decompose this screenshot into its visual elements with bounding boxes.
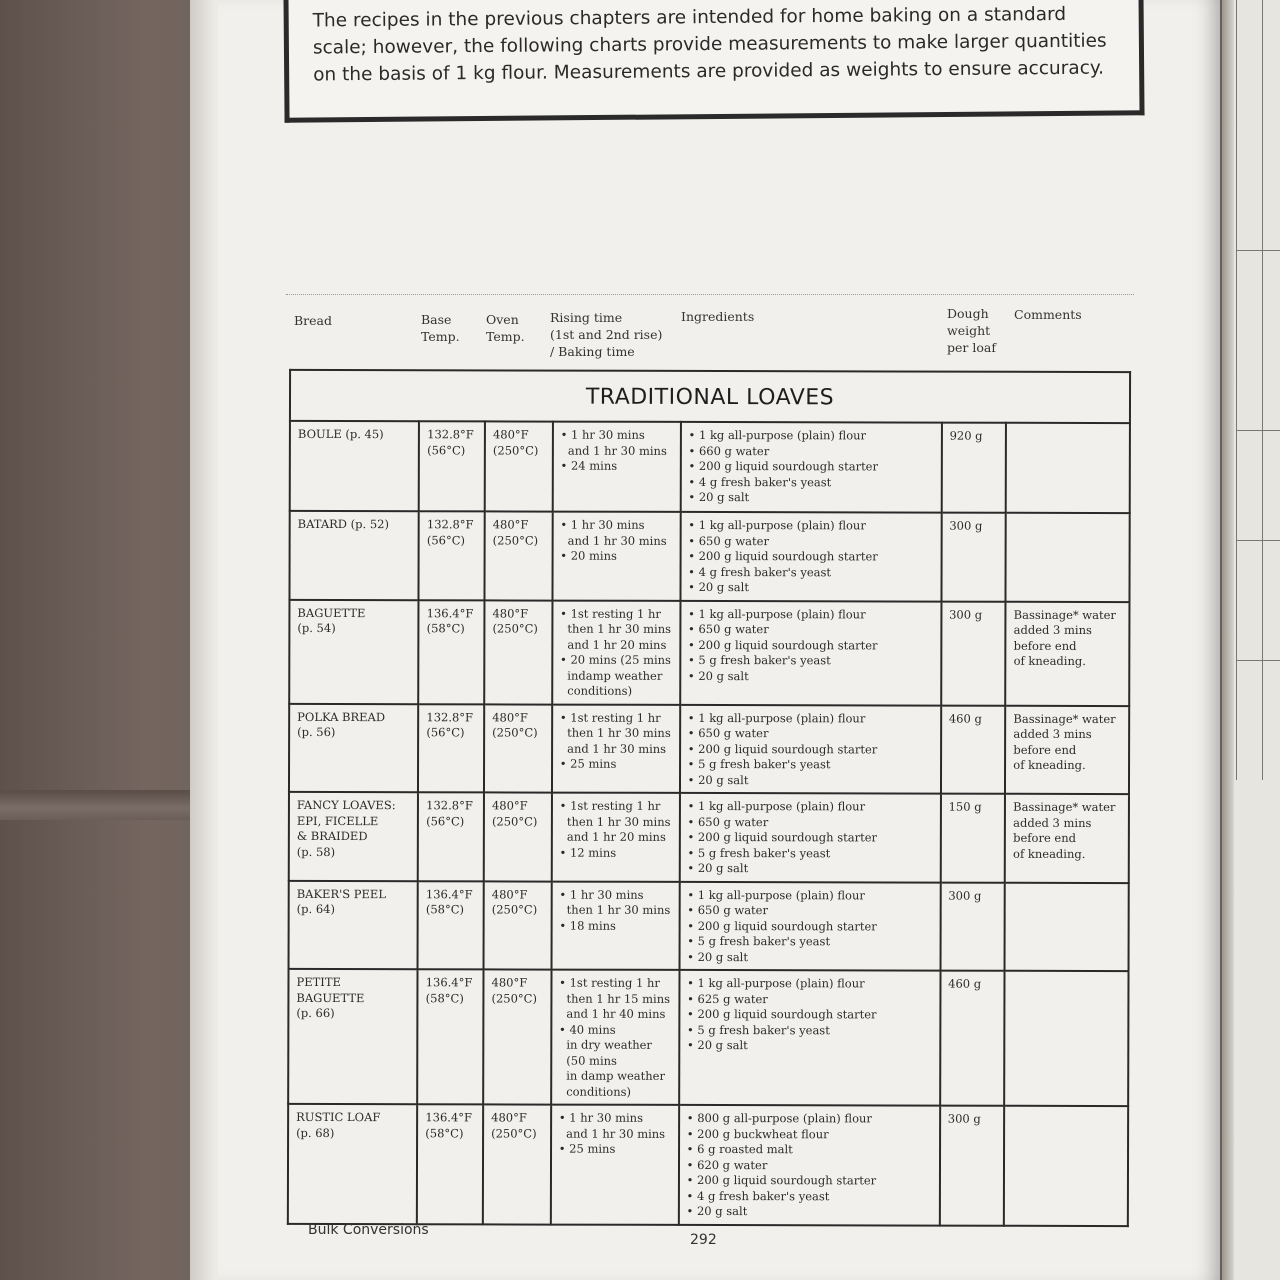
cell-line: of kneading. xyxy=(1013,757,1086,772)
cell-line: • 20 g salt xyxy=(686,1037,748,1053)
cell-line: • 4 g fresh baker's yeast xyxy=(688,474,832,489)
cell-line: • 5 g fresh baker's yeast xyxy=(687,756,831,772)
cell-line: • 200 g liquid sourdough starter xyxy=(688,548,878,564)
cell-line: POLKA BREAD xyxy=(297,709,386,724)
intro-line: scale; however, the following charts provide measurements to make larger quantities xyxy=(312,30,1107,59)
cell-line: (250°C) xyxy=(491,990,537,1006)
base-temp-cell xyxy=(419,421,485,511)
column-header-ingredients: Ingredients xyxy=(681,309,755,324)
cell-line: 136.4°F xyxy=(426,605,474,620)
oven-temp-cell xyxy=(484,704,552,793)
cell-line: of kneading. xyxy=(1013,846,1086,861)
cell-line: • 800 g all-purpose (plain) flour xyxy=(686,1110,872,1126)
base-temp-cell xyxy=(418,792,484,881)
rising-time-cell xyxy=(551,970,679,1105)
cell-line: • 20 g salt xyxy=(687,949,749,964)
cell-line: • 25 mins xyxy=(559,756,617,771)
cell-line: (250°C) xyxy=(492,532,539,548)
cell-line: FANCY LOAVES: xyxy=(296,797,396,813)
cell-line: • 650 g water xyxy=(688,621,769,637)
cell-line: (56°C) xyxy=(426,725,465,740)
bread-name-cell xyxy=(289,880,418,969)
cell-line: (250°C) xyxy=(491,813,538,829)
ingredients-cell xyxy=(680,600,941,705)
cell-line: 132.8°F xyxy=(426,517,474,532)
cell-line: 132.8°F xyxy=(426,798,473,813)
cell-line: conditions) xyxy=(559,683,633,698)
cell-line: • 650 g water xyxy=(687,814,769,829)
cell-line: (250°C) xyxy=(492,442,539,458)
cell-line: • 18 mins xyxy=(559,918,616,933)
cell-line: • 6 g roasted malt xyxy=(686,1141,793,1157)
cell-line: • 40 mins xyxy=(559,1022,616,1037)
table-row xyxy=(289,792,1129,883)
cell-line: 300 g xyxy=(949,607,983,622)
cell-line: • 1 kg all-purpose (plain) flour xyxy=(687,798,866,814)
table-row xyxy=(289,880,1129,971)
cell-line: • 1 kg all-purpose (plain) flour xyxy=(688,517,866,533)
table-row xyxy=(289,599,1129,705)
cell-line: 480°F xyxy=(492,709,528,725)
cell-line: RUSTIC LOAF xyxy=(296,1109,381,1125)
column-header-comments: Comments xyxy=(1014,307,1082,322)
cell-line: 480°F xyxy=(492,605,529,621)
cell-line: 480°F xyxy=(491,886,528,902)
column-header-dough-weight: Dough weight per loaf xyxy=(947,306,996,355)
oven-temp-cell xyxy=(485,421,553,511)
cell-line: • 4 g fresh baker's yeast xyxy=(686,1188,830,1203)
page-number: 292 xyxy=(690,1232,717,1248)
cell-line: BAGUETTE xyxy=(296,990,365,1005)
cell-line: 920 g xyxy=(949,428,983,443)
facing-table-line xyxy=(1236,0,1237,780)
ingredients-cell xyxy=(680,512,941,601)
cell-line: • 25 mins xyxy=(558,1141,616,1156)
cell-line: • 5 g fresh baker's yeast xyxy=(687,652,831,668)
dough-weight-cell xyxy=(941,513,1006,602)
cell-line: before end xyxy=(1013,638,1077,653)
cell-line: 300 g xyxy=(947,1111,981,1126)
cell-line: and 1 hr 20 mins xyxy=(560,637,667,652)
cell-line: • 1 hr 30 mins xyxy=(560,517,645,532)
intro-text xyxy=(313,0,1124,88)
cell-line: • 200 g liquid sourdough starter xyxy=(688,458,879,474)
cell-line: then 1 hr 30 mins xyxy=(559,725,671,740)
dough-weight-cell xyxy=(940,882,1005,971)
cell-line: Bassinage* water xyxy=(1013,711,1116,726)
cell-line: (58°C) xyxy=(426,621,465,636)
cell-line: 460 g xyxy=(948,976,982,991)
cell-line: • 20 mins xyxy=(560,548,617,563)
cell-line: (250°C) xyxy=(491,902,538,917)
facing-table-line xyxy=(1262,0,1263,780)
cell-line: conditions) xyxy=(558,1084,632,1099)
oven-temp-cell xyxy=(484,881,552,970)
dough-weight-cell xyxy=(941,705,1006,794)
base-temp-cell xyxy=(418,881,484,970)
base-temp-cell xyxy=(418,600,484,704)
cell-line: • 660 g water xyxy=(688,443,770,458)
base-temp-cell xyxy=(418,704,484,793)
table-row xyxy=(289,511,1129,602)
cell-line: and 1 hr 20 mins xyxy=(559,829,666,844)
dotted-rule xyxy=(286,294,1134,295)
cell-line: and 1 hr 30 mins xyxy=(560,443,667,458)
cell-line: 136.4°F xyxy=(425,886,473,901)
cell-line: • 650 g water xyxy=(687,725,769,741)
cell-line: • 650 g water xyxy=(687,902,769,918)
cell-line: 480°F xyxy=(491,1110,527,1125)
cell-line: 480°F xyxy=(491,798,528,813)
cell-line: (p. 54) xyxy=(297,620,336,636)
rising-time-cell xyxy=(551,1105,679,1225)
cell-line: • 20 g salt xyxy=(687,668,749,683)
cell-line: • 1 kg all-purpose (plain) flour xyxy=(688,427,867,443)
bread-name-cell xyxy=(289,703,418,792)
rising-time-cell xyxy=(551,881,679,970)
cell-line: then 1 hr 30 mins xyxy=(560,621,672,636)
cell-line: before end xyxy=(1013,742,1077,757)
ingredients-cell xyxy=(680,422,941,513)
cell-line: (p. 56) xyxy=(297,724,336,740)
cell-line: • 1st resting 1 hr xyxy=(559,975,660,990)
intro-line: on the basis of 1 kg flour. Measurements are provided as weights to ensure accuracy. xyxy=(313,57,1105,86)
cell-line: (58°C) xyxy=(425,990,464,1005)
cell-line: BOULE (p. 45) xyxy=(297,426,384,442)
cell-line: (250°C) xyxy=(492,725,538,740)
bread-name-cell xyxy=(288,969,418,1104)
cell-line: • 5 g fresh baker's yeast xyxy=(687,845,831,860)
cell-line: 480°F xyxy=(492,517,529,532)
cell-line: • 4 g fresh baker's yeast xyxy=(688,564,832,579)
cell-line: • 20 g salt xyxy=(687,772,749,787)
table-row xyxy=(289,703,1129,794)
cell-line: 460 g xyxy=(948,711,982,726)
cell-line: in damp weather xyxy=(558,1068,665,1083)
oven-temp-cell xyxy=(484,600,552,704)
oven-temp-cell xyxy=(484,792,552,881)
cell-line: (250°C) xyxy=(491,1125,537,1141)
cell-line: added 3 mins xyxy=(1013,726,1092,742)
cell-line: • 1 hr 30 mins xyxy=(559,887,644,902)
ingredients-cell xyxy=(680,704,941,793)
base-temp-cell xyxy=(419,511,485,600)
cell-line: of kneading. xyxy=(1013,653,1086,668)
cell-line: added 3 mins xyxy=(1013,622,1092,638)
cell-line: • 200 g liquid sourdough starter xyxy=(687,829,878,845)
bread-name-cell xyxy=(289,599,418,703)
cell-line: (58°C) xyxy=(425,902,465,917)
dough-weight-cell xyxy=(941,423,1006,513)
rising-time-cell xyxy=(552,600,680,704)
cell-line: 132.8°F xyxy=(427,427,474,442)
base-temp-cell xyxy=(417,1104,483,1224)
cell-line: • 20 g salt xyxy=(687,860,749,876)
cell-line: (56°C) xyxy=(426,813,465,828)
cell-line: EPI, FICELLE xyxy=(296,813,379,828)
rising-time-cell xyxy=(552,704,680,793)
cell-line: then 1 hr 30 mins xyxy=(559,902,671,917)
cell-line: (p. 58) xyxy=(296,844,336,859)
footer-section-title: Bulk Conversions xyxy=(308,1222,429,1238)
cell-line: • 200 g liquid sourdough starter xyxy=(687,741,878,756)
cell-line: PETITE xyxy=(296,974,341,990)
bread-name-cell xyxy=(289,511,418,600)
ingredients-cell xyxy=(679,970,940,1106)
comments-cell xyxy=(1005,882,1129,971)
column-header-oven-temp: Oven Temp. xyxy=(486,312,525,344)
cell-line: • 200 g liquid sourdough starter xyxy=(687,918,877,933)
cell-line: • 200 g buckwheat flour xyxy=(686,1126,829,1141)
rising-time-cell xyxy=(552,512,680,601)
bread-name-cell xyxy=(289,792,418,881)
cell-line: (p. 66) xyxy=(296,1005,335,1021)
bread-name-cell xyxy=(290,421,419,511)
cell-line: • 1st resting 1 hr xyxy=(559,798,661,813)
cell-line: and 1 hr 40 mins xyxy=(559,1006,666,1021)
cell-line: • 1 hr 30 mins xyxy=(558,1110,644,1125)
cell-line: 300 g xyxy=(948,888,982,903)
cell-line: (p. 68) xyxy=(296,1125,335,1140)
column-header-bread: Bread xyxy=(294,313,333,328)
cell-line: • 24 mins xyxy=(560,458,618,473)
cell-line: added 3 mins xyxy=(1013,815,1092,830)
cell-line: then 1 hr 30 mins xyxy=(559,814,671,829)
cell-line: (50 mins xyxy=(558,1053,617,1068)
cell-line: • 20 g salt xyxy=(688,579,749,595)
dough-weight-cell xyxy=(940,1106,1005,1226)
cell-line: BATARD (p. 52) xyxy=(297,516,389,532)
facing-table-line xyxy=(1236,660,1280,661)
cell-line: • 1 kg all-purpose (plain) flour xyxy=(687,710,866,725)
cell-line: • 1 kg all-purpose (plain) flour xyxy=(687,887,865,902)
base-temp-cell xyxy=(417,969,483,1104)
ingredients-cell xyxy=(679,881,940,970)
cell-line: and 1 hr 30 mins xyxy=(559,741,667,756)
cell-line: • 620 g water xyxy=(686,1157,768,1172)
cell-line: & BRAIDED xyxy=(296,828,368,844)
cell-line: in dry weather xyxy=(559,1037,652,1052)
dough-weight-cell xyxy=(940,794,1005,883)
cell-line: • 1 kg all-purpose (plain) flour xyxy=(687,975,865,991)
comments-cell xyxy=(1005,601,1129,705)
dough-weight-cell xyxy=(941,601,1006,705)
facing-table-line xyxy=(1236,250,1280,251)
cell-line: • 20 mins (25 mins xyxy=(560,652,671,667)
table-title: TRADITIONAL LOAVES xyxy=(289,369,1131,422)
cell-line: 150 g xyxy=(948,799,982,814)
comments-cell xyxy=(1004,1106,1128,1226)
cell-line: • 5 g fresh baker's yeast xyxy=(687,933,831,949)
intro-line: The recipes in the previous chapters are intended for home baking on a standard xyxy=(312,3,1067,32)
cell-line: • 20 g salt xyxy=(688,489,750,505)
cell-line: and 1 hr 30 mins xyxy=(560,533,667,548)
cell-line: • 1 hr 30 mins xyxy=(560,427,645,442)
ingredients-cell xyxy=(679,793,940,882)
cell-line: 480°F xyxy=(491,975,528,990)
table-row xyxy=(290,421,1130,513)
comments-cell xyxy=(1006,423,1130,513)
cell-line: Bassinage* water xyxy=(1013,607,1116,622)
cell-line: 132.8°F xyxy=(426,709,474,724)
cell-line: • 200 g liquid sourdough starter xyxy=(686,1172,877,1188)
cell-line: • 20 g salt xyxy=(686,1203,748,1219)
traditional-loaves-table xyxy=(287,369,1131,1219)
cell-line: • 1st resting 1 hr xyxy=(560,606,661,621)
cell-line: • 5 g fresh baker's yeast xyxy=(686,1022,830,1037)
oven-temp-cell xyxy=(483,1104,551,1224)
cell-line: and 1 hr 30 mins xyxy=(558,1126,666,1141)
dough-weight-cell xyxy=(940,971,1005,1106)
cell-line: • 200 g liquid sourdough starter xyxy=(687,637,878,652)
column-header-base-temp: Base Temp. xyxy=(421,312,460,344)
comments-cell xyxy=(1006,513,1130,602)
cell-line: (p. 64) xyxy=(296,901,335,917)
comments-cell xyxy=(1005,705,1129,794)
book-gutter xyxy=(1222,0,1234,1280)
oven-temp-cell xyxy=(483,969,551,1104)
column-header-rising-time: Rising time (1st and 2nd rise) / Baking time xyxy=(550,310,663,359)
table-row xyxy=(288,1104,1128,1226)
cell-line: BAGUETTE xyxy=(297,605,366,620)
oven-temp-cell xyxy=(485,511,553,600)
cell-line: 136.4°F xyxy=(425,975,473,990)
cell-line: • 650 g water xyxy=(688,533,769,548)
facing-table-line xyxy=(1236,430,1280,431)
facing-page xyxy=(1222,0,1280,1280)
bread-name-cell xyxy=(288,1104,418,1224)
cell-line: (56°C) xyxy=(426,532,466,547)
cell-line: then 1 hr 15 mins xyxy=(559,991,671,1006)
cell-line: • 625 g water xyxy=(687,991,768,1006)
cell-line: 136.4°F xyxy=(425,1110,473,1125)
cell-line: (56°C) xyxy=(427,442,466,457)
cell-line: • 1st resting 1 hr xyxy=(559,710,661,725)
cell-line: indamp weather xyxy=(559,668,663,683)
intro-box xyxy=(283,0,1144,123)
cell-line: 480°F xyxy=(492,427,529,442)
rising-time-cell xyxy=(552,422,680,512)
facing-table-line xyxy=(1236,540,1280,541)
ingredients-cell xyxy=(678,1105,939,1225)
cell-line: • 12 mins xyxy=(559,845,617,860)
cell-line: 300 g xyxy=(949,518,983,533)
cell-line: (58°C) xyxy=(425,1125,464,1140)
table-row xyxy=(288,969,1128,1106)
cell-line: • 1 kg all-purpose (plain) flour xyxy=(688,606,866,621)
comments-cell xyxy=(1005,794,1129,883)
comments-cell xyxy=(1004,971,1128,1106)
cell-line: (250°C) xyxy=(492,621,538,636)
cell-line: before end xyxy=(1013,830,1077,845)
cell-line: • 200 g liquid sourdough starter xyxy=(687,1006,877,1022)
cell-line: Bassinage* water xyxy=(1013,799,1116,815)
rising-time-cell xyxy=(551,793,679,882)
cell-line: BAKER'S PEEL xyxy=(296,886,386,901)
bread-table xyxy=(287,420,1131,1227)
